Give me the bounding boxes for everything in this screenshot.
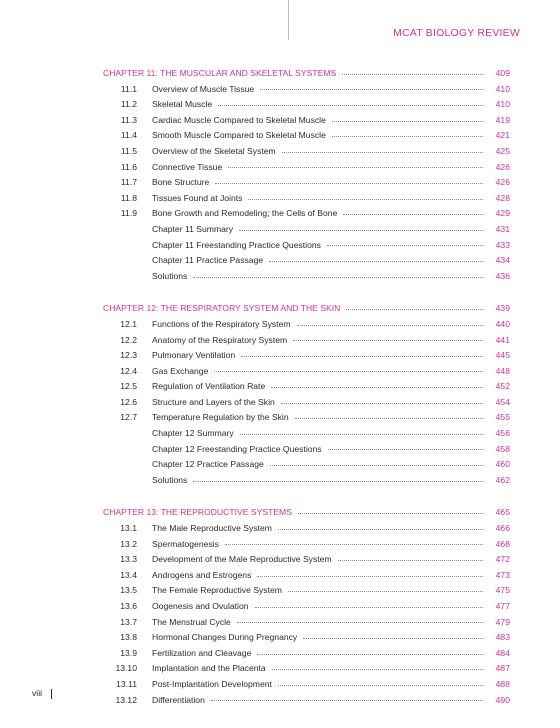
dot-leader	[298, 512, 483, 514]
dot-leader	[211, 699, 483, 701]
section-page-number: 419	[495, 114, 510, 125]
toc-entry[interactable]	[103, 457, 510, 473]
section-page-number: 475	[495, 585, 510, 596]
section-title: Overview of Muscle Tissue	[152, 83, 255, 94]
section-number: 11.1	[120, 83, 137, 94]
section-title: The Female Reproductive System	[152, 585, 282, 596]
section-title: Development of the Male Reproductive System	[152, 554, 332, 565]
dot-leader	[332, 135, 483, 137]
section-title: Post-Implantation Development	[152, 678, 272, 689]
dot-leader	[260, 88, 483, 90]
section-page-number: 421	[495, 130, 510, 141]
section-number: 13.6	[120, 601, 137, 611]
toc-entry[interactable]	[103, 410, 510, 426]
toc-entry[interactable]	[103, 144, 510, 160]
chapter-heading[interactable]	[103, 301, 510, 317]
chapter-block	[103, 505, 510, 708]
section-page-number: 440	[495, 318, 510, 329]
section-number: 12.3	[120, 350, 137, 361]
dot-leader	[303, 637, 483, 639]
section-page-number: 410	[495, 83, 510, 94]
chapter-heading[interactable]	[103, 66, 510, 82]
chapter-block	[103, 301, 510, 488]
section-title: Gas Exchange	[152, 365, 209, 376]
header-divider	[288, 0, 289, 40]
dot-leader	[288, 590, 483, 592]
section-title: Chapter 12 Practice Passage	[152, 459, 264, 470]
toc-entry[interactable]	[103, 175, 510, 191]
section-number: 13.9	[120, 647, 137, 658]
section-page-number: 460	[495, 459, 510, 470]
toc-entry[interactable]	[103, 552, 510, 568]
toc-entry[interactable]	[103, 630, 510, 646]
toc-entry[interactable]	[103, 426, 510, 442]
toc-entry[interactable]	[103, 128, 510, 144]
section-page-number: 487	[495, 663, 510, 674]
section-number: 12.7	[120, 412, 137, 423]
section-page-number: 428	[495, 192, 510, 203]
dot-leader	[293, 339, 483, 341]
chapter-block	[103, 66, 510, 284]
section-number: 12.1	[120, 318, 137, 329]
dot-leader	[215, 182, 483, 184]
section-title: Cardiac Muscle Compared to Skeletal Muscle	[152, 114, 326, 125]
section-page-number: 458	[495, 443, 510, 454]
dot-leader	[332, 120, 483, 122]
page-number: viii	[32, 688, 43, 698]
section-title: Regulation of Ventilation Rate	[152, 381, 266, 392]
chapter-page-number: 439	[495, 303, 510, 314]
table-of-contents	[103, 66, 510, 725]
toc-entry[interactable]	[103, 521, 510, 537]
toc-entry[interactable]	[103, 568, 510, 584]
toc-entry[interactable]	[103, 364, 510, 380]
toc-entry[interactable]	[103, 191, 510, 207]
page-number-divider	[51, 689, 52, 699]
section-page-number: 436	[495, 270, 510, 281]
section-number: 13.3	[120, 554, 137, 565]
section-title: Spermatogenesis	[152, 538, 219, 549]
dot-leader	[271, 386, 483, 388]
section-title: Bone Structure	[152, 177, 210, 188]
section-title: Structure and Layers of the Skin	[152, 396, 275, 407]
dot-leader	[193, 276, 483, 278]
section-title: Solutions	[152, 270, 188, 281]
section-number: 11.7	[120, 177, 137, 188]
section-title: Hormonal Changes During Pregnancy	[152, 632, 298, 643]
dot-leader	[218, 104, 483, 106]
toc-entry[interactable]	[103, 160, 510, 176]
section-page-number: 448	[495, 365, 510, 376]
chapter-heading[interactable]	[103, 505, 510, 521]
chapter-page-number: 409	[495, 68, 510, 78]
dot-leader	[248, 198, 483, 200]
section-title: Chapter 11 Freestanding Practice Questions	[152, 239, 321, 250]
section-number: 13.12	[115, 694, 137, 705]
section-page-number: 441	[495, 334, 510, 345]
section-number: 11.8	[120, 192, 137, 203]
dot-leader	[225, 543, 483, 545]
toc-entry[interactable]	[103, 206, 510, 222]
dot-leader	[327, 244, 483, 246]
toc-entry[interactable]	[103, 583, 510, 599]
section-page-number: 462	[495, 474, 510, 485]
dot-leader	[269, 260, 483, 262]
chapter-page-number: 465	[495, 507, 510, 518]
dot-leader	[239, 229, 483, 231]
chapter-title: CHAPTER 11: THE MUSCULAR AND SKELETAL SYSTEMS	[103, 68, 337, 78]
toc-entry[interactable]	[103, 113, 510, 129]
section-number: 11.6	[120, 161, 137, 172]
section-page-number: 456	[495, 428, 510, 439]
section-number: 13.2	[120, 538, 137, 549]
toc-entry[interactable]	[103, 348, 510, 364]
dot-leader	[228, 166, 483, 168]
section-number: 13.11	[116, 678, 137, 689]
section-page-number: 429	[495, 208, 510, 219]
dot-leader	[297, 324, 483, 326]
section-page-number: 468	[495, 538, 510, 549]
section-page-number: 472	[495, 554, 510, 565]
toc-entry[interactable]	[103, 379, 510, 395]
section-title: Connective Tissue	[152, 161, 223, 172]
section-title: Chapter 12 Summary	[152, 428, 234, 439]
section-title: Functions of the Respiratory System	[152, 318, 291, 329]
dot-leader	[241, 355, 483, 357]
toc-entry[interactable]	[103, 646, 510, 662]
section-title: Bone Growth and Remodeling; the Cells of Bone	[152, 208, 338, 219]
section-page-number: 484	[495, 647, 510, 658]
section-title: Temperature Regulation by the Skin	[152, 412, 289, 423]
section-title: Solutions	[152, 474, 188, 485]
dot-leader	[343, 213, 483, 215]
toc-entry[interactable]	[103, 82, 510, 98]
dot-leader	[272, 668, 483, 670]
toc-entry[interactable]	[103, 238, 510, 254]
section-number: 11.9	[120, 208, 137, 219]
toc-entry[interactable]	[103, 537, 510, 553]
toc-entry[interactable]	[103, 97, 510, 113]
section-page-number: 479	[495, 616, 510, 627]
toc-entry[interactable]	[103, 333, 510, 349]
section-page-number: 466	[495, 523, 510, 534]
section-title: Differentiation	[152, 694, 205, 705]
section-title: Chapter 12 Freestanding Practice Questions	[152, 443, 322, 454]
dot-leader	[255, 606, 483, 608]
section-number: 12.4	[120, 365, 137, 376]
section-number: 13.8	[120, 632, 137, 643]
running-head: MCAT BIOLOGY REVIEW	[393, 27, 520, 39]
section-page-number: 445	[495, 350, 510, 361]
section-page-number: 426	[495, 177, 510, 188]
dot-leader	[240, 433, 483, 435]
section-page-number: 490	[495, 694, 510, 705]
dot-leader	[193, 480, 483, 482]
dot-leader	[295, 417, 483, 419]
chapter-title: CHAPTER 12: THE RESPIRATORY SYSTEM AND THE SKIN	[103, 303, 341, 314]
section-title: Oogenesis and Ovulation	[152, 601, 249, 611]
section-number: 13.4	[120, 569, 137, 580]
toc-entry[interactable]	[103, 253, 510, 269]
section-number: 11.5	[120, 145, 137, 156]
chapter-title: CHAPTER 13: THE REPRODUCTIVE SYSTEMS	[103, 507, 292, 518]
section-number: 13.10	[115, 663, 137, 674]
toc-entry[interactable]	[103, 317, 510, 333]
section-number: 11.2	[120, 99, 137, 110]
section-title: Chapter 11 Practice Passage	[152, 255, 264, 266]
dot-leader	[278, 528, 483, 530]
section-number: 12.5	[120, 381, 137, 392]
section-title: Chapter 11 Summary	[152, 223, 234, 234]
dot-leader	[342, 73, 483, 75]
toc-entry[interactable]	[103, 661, 510, 677]
dot-leader	[281, 402, 483, 404]
section-page-number: 431	[495, 223, 510, 234]
toc-entry[interactable]	[103, 599, 510, 615]
section-title: Overview of the Skeletal System	[152, 145, 276, 156]
section-title: Androgens and Estrogens	[152, 569, 252, 580]
section-page-number: 425	[495, 145, 510, 156]
toc-entry[interactable]	[103, 222, 510, 238]
toc-entry[interactable]	[103, 395, 510, 411]
dot-leader	[257, 575, 483, 577]
dot-leader	[282, 151, 483, 153]
dot-leader	[278, 684, 483, 686]
section-title: Anatomy of the Respiratory System	[152, 334, 288, 345]
toc-entry[interactable]	[103, 615, 510, 631]
section-title: Tissues Found at Joints	[152, 192, 243, 203]
section-title: The Male Reproductive System	[152, 523, 272, 534]
dot-leader	[237, 621, 483, 623]
section-title: Pulmonary Ventilation	[152, 350, 236, 361]
section-page-number: 483	[495, 632, 510, 643]
dot-leader	[257, 653, 483, 655]
toc-entry[interactable]	[103, 473, 510, 489]
section-title: Implantation and the Placenta	[152, 663, 266, 674]
section-page-number: 488	[495, 678, 510, 689]
section-number: 12.6	[120, 396, 137, 407]
section-page-number: 477	[495, 601, 510, 611]
section-title: Skeletal Muscle	[152, 99, 213, 110]
section-title: The Menstrual Cycle	[152, 616, 231, 627]
section-number: 11.3	[120, 114, 137, 125]
section-page-number: 410	[495, 99, 510, 110]
section-title: Fertilization and Cleavage	[152, 647, 252, 658]
section-number: 12.2	[120, 334, 137, 345]
section-number: 13.1	[120, 523, 137, 534]
toc-entry[interactable]	[103, 269, 510, 285]
section-number: 11.4	[120, 130, 137, 141]
toc-entry[interactable]	[103, 693, 510, 709]
dot-leader	[338, 559, 483, 561]
toc-entry[interactable]	[103, 677, 510, 693]
section-page-number: 433	[495, 239, 510, 250]
dot-leader	[270, 464, 483, 466]
dot-leader	[214, 370, 483, 372]
section-number: 13.7	[120, 616, 137, 627]
section-title: Smooth Muscle Compared to Skeletal Muscle	[152, 130, 326, 141]
section-page-number: 434	[495, 255, 510, 266]
section-page-number: 426	[495, 161, 510, 172]
dot-leader	[328, 448, 483, 450]
section-page-number: 452	[495, 381, 510, 392]
section-number: 13.5	[120, 585, 137, 596]
dot-leader	[346, 308, 483, 310]
section-page-number: 455	[495, 412, 510, 423]
section-page-number: 454	[495, 396, 510, 407]
toc-entry[interactable]	[103, 442, 510, 458]
section-page-number: 473	[495, 569, 510, 580]
